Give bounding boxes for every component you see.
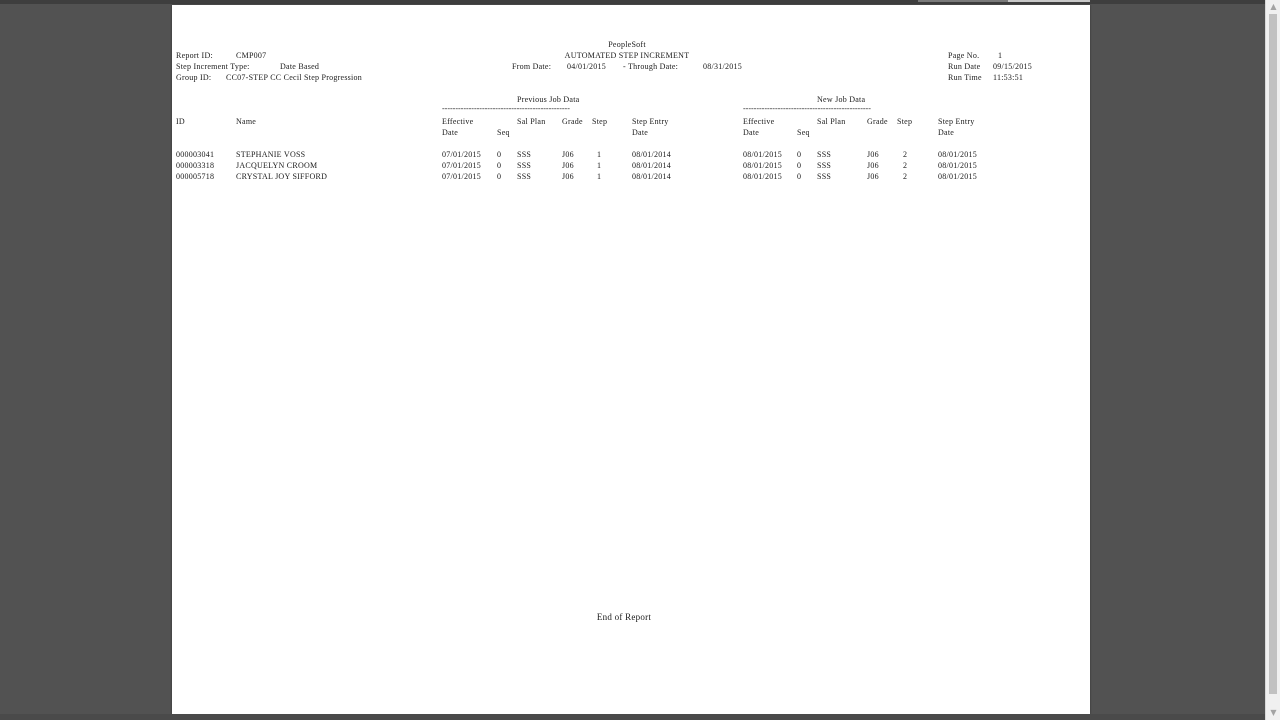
row-new-stepentry: 08/01/2015 — [938, 150, 977, 159]
page-no-value: 1 — [998, 51, 1003, 60]
viewer-top-bar — [0, 0, 1265, 4]
row-prev-effective: 07/01/2015 — [442, 150, 481, 159]
new-col-date-header: Date — [743, 128, 760, 137]
row-new-step: 2 — [903, 150, 908, 159]
triangle-down-icon[interactable]: ▼ — [1270, 708, 1277, 717]
row-new-seq: 0 — [797, 150, 802, 159]
run-date-value: 09/15/2015 — [993, 62, 1032, 71]
row-new-grade: J06 — [867, 150, 879, 159]
row-name: CRYSTAL JOY SIFFORD — [236, 172, 328, 181]
new-col-effective-header: Effective — [743, 117, 775, 126]
row-id: 000005718 — [176, 172, 215, 181]
row-prev-grade: J06 — [562, 161, 574, 170]
vertical-scrollbar[interactable] — [1265, 0, 1280, 720]
row-new-grade: J06 — [867, 172, 879, 181]
viewer-tab-indicator — [918, 0, 1008, 2]
row-prev-step: 1 — [597, 161, 602, 170]
prev-col-seq-header: Seq — [497, 128, 510, 137]
row-name: JACQUELYN CROOM — [236, 161, 318, 170]
row-prev-seq: 0 — [497, 150, 502, 159]
group-id-label: Group ID: — [176, 73, 212, 82]
row-new-effective: 08/01/2015 — [743, 172, 782, 181]
new-col-grade-header: Grade — [867, 117, 888, 126]
company-name: PeopleSoft — [608, 40, 646, 49]
row-new-stepentry: 08/01/2015 — [938, 161, 977, 170]
row-new-effective: 08/01/2015 — [743, 161, 782, 170]
row-prev-stepentry: 08/01/2014 — [632, 150, 671, 159]
triangle-up-icon[interactable]: ▲ — [1270, 2, 1277, 11]
new-col-salplan-header: Sal Plan — [817, 117, 846, 126]
from-date-value: 04/01/2015 — [567, 62, 606, 71]
prev-col-step-header: Step — [592, 117, 608, 126]
new-rule: ------------------------------------------------ — [743, 104, 871, 113]
row-id: 000003041 — [176, 150, 215, 159]
viewer-bottom-edge — [0, 714, 1265, 720]
report-id-label: Report ID: — [176, 51, 213, 60]
through-date-label: - Through Date: — [623, 62, 679, 71]
row-new-step: 2 — [903, 161, 908, 170]
new-job-data-heading: New Job Data — [817, 95, 866, 104]
row-prev-effective: 07/01/2015 — [442, 172, 481, 181]
run-time-value: 11:53:51 — [993, 73, 1024, 82]
row-new-seq: 0 — [797, 161, 802, 170]
row-new-step: 2 — [903, 172, 908, 181]
new-col-entrydate-header: Date — [938, 128, 955, 137]
previous-rule: ------------------------------------------------ — [442, 104, 570, 113]
previous-job-data-heading: Previous Job Data — [517, 95, 580, 104]
prev-col-grade-header: Grade — [562, 117, 583, 126]
prev-col-entrydate-header: Date — [632, 128, 649, 137]
report-page — [172, 5, 1090, 714]
row-prev-grade: J06 — [562, 150, 574, 159]
step-type-value: Date Based — [280, 62, 320, 71]
page-no-label: Page No. — [948, 51, 980, 60]
row-new-salplan: SSS — [817, 150, 832, 159]
row-id: 000003318 — [176, 161, 215, 170]
row-name: STEPHANIE VOSS — [236, 150, 306, 159]
prev-col-date-header: Date — [442, 128, 459, 137]
new-col-stepentry-header: Step Entry — [938, 117, 975, 126]
prev-col-salplan-header: Sal Plan — [517, 117, 546, 126]
row-new-grade: J06 — [867, 161, 879, 170]
run-time-label: Run Time — [948, 73, 982, 82]
report-title: AUTOMATED STEP INCREMENT — [564, 51, 690, 60]
row-new-effective: 08/01/2015 — [743, 150, 782, 159]
from-date-label: From Date: — [512, 62, 552, 71]
end-of-report: End of Report — [596, 612, 652, 622]
row-prev-stepentry: 08/01/2014 — [632, 161, 671, 170]
run-date-label: Run Date — [948, 62, 981, 71]
col-name-header: Name — [236, 117, 257, 126]
row-prev-stepentry: 08/01/2014 — [632, 172, 671, 181]
row-new-salplan: SSS — [817, 161, 832, 170]
report-id-value: CMP007 — [236, 51, 267, 60]
new-col-seq-header: Seq — [797, 128, 810, 137]
row-prev-seq: 0 — [497, 172, 502, 181]
row-prev-seq: 0 — [497, 161, 502, 170]
row-prev-effective: 07/01/2015 — [442, 161, 481, 170]
through-date-value: 08/31/2015 — [703, 62, 742, 71]
row-prev-salplan: SSS — [517, 150, 532, 159]
row-prev-salplan: SSS — [517, 172, 532, 181]
group-id-value: CC07-STEP CC Cecil Step Progression — [226, 73, 363, 82]
row-new-stepentry: 08/01/2015 — [938, 172, 977, 181]
row-prev-step: 1 — [597, 172, 602, 181]
prev-col-stepentry-header: Step Entry — [632, 117, 669, 126]
col-id-header: ID — [176, 117, 185, 126]
new-col-step-header: Step — [897, 117, 913, 126]
row-new-seq: 0 — [797, 172, 802, 181]
viewer-tab-active — [1008, 0, 1090, 2]
step-type-label: Step Increment Type: — [176, 62, 250, 71]
row-prev-grade: J06 — [562, 172, 574, 181]
row-new-salplan: SSS — [817, 172, 832, 181]
scrollbar-thumb[interactable] — [1269, 14, 1277, 694]
prev-col-effective-header: Effective — [442, 117, 474, 126]
row-prev-step: 1 — [597, 150, 602, 159]
row-prev-salplan: SSS — [517, 161, 532, 170]
